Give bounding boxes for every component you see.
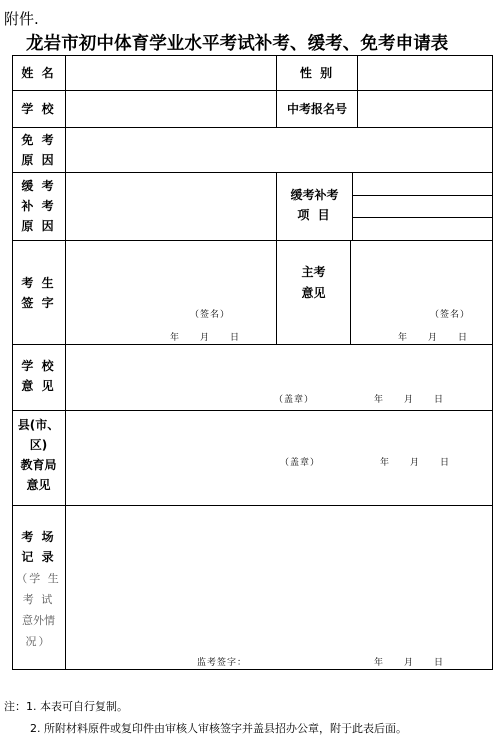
exempt-reason-label-line: 原 因 (21, 153, 56, 167)
defer-item-line (352, 195, 493, 196)
county-bureau-label-line: 县(市、 (17, 418, 60, 432)
county-bureau-label-line: 区) (29, 438, 48, 452)
defer-item-line (352, 217, 493, 218)
row-divider (12, 127, 493, 128)
exam-record-sub-line: （学 生 (16, 572, 61, 585)
exam-record-sub-line: 考 试 (22, 593, 55, 606)
county-bureau-label-line: 意见 (26, 478, 51, 492)
defer-items-label-line: 项 目 (297, 208, 332, 222)
row-divider (12, 90, 493, 91)
right-column-divider (357, 55, 358, 127)
table-border-bottom (12, 669, 493, 670)
student-sign-label-line: 签 字 (21, 296, 56, 310)
school-opinion-label-line: 意 见 (21, 379, 56, 393)
table-border-top (12, 55, 493, 56)
exam-record-label-line: 记 录 (21, 550, 56, 564)
student-sign-note: （签名） (190, 310, 231, 320)
row-divider (12, 344, 493, 345)
student-sign-label-line: 考 生 (21, 276, 56, 290)
row-divider (12, 505, 493, 506)
defer-reason-label-line: 缓 考 (21, 179, 56, 193)
examiner-sign-date: 年 月 日 (398, 333, 469, 343)
examiner-opinion-label-line: 主考 (301, 265, 326, 279)
exam-record-sub-line: 意外情 (22, 614, 55, 627)
row-divider (12, 172, 493, 173)
student-sign-date: 年 月 日 (170, 333, 241, 343)
attachment-label: 附件. (4, 10, 39, 28)
form-notes (4, 696, 407, 740)
school-opinion-date: 年 月 日 (374, 395, 445, 405)
label-column-divider (65, 55, 66, 670)
name-label: 姓 名 (21, 66, 56, 80)
exempt-reason-label-line: 免 考 (21, 133, 56, 147)
exam-record-label-line: 考 场 (21, 530, 56, 544)
proctor-sign-label: 监考签字： (197, 658, 248, 668)
county-opinion-date: 年 月 日 (380, 458, 451, 468)
defer-reason-label-line: 原 因 (21, 219, 56, 233)
county-seal-note: （盖章） (280, 458, 321, 468)
right-column-divider (350, 240, 351, 344)
school-label: 学 校 (21, 102, 56, 116)
application-form-table (12, 55, 493, 670)
note-1: 注：1. 本表可自行复制。 (4, 700, 128, 713)
exam-record-sub-line: 况） (25, 635, 52, 648)
county-bureau-label-line: 教育局 (20, 458, 57, 472)
defer-reason-label-line: 补 考 (21, 199, 56, 213)
table-border-right (492, 55, 493, 670)
row-divider (12, 240, 493, 241)
proctor-sign-date: 年 月 日 (374, 658, 445, 668)
school-seal-note: （盖章） (274, 395, 315, 405)
defer-items-label-line: 缓考补考 (290, 188, 339, 202)
school-opinion-label-line: 学 校 (21, 359, 56, 373)
form-title: 龙岩市初中体育学业水平考试补考、缓考、免考申请表 (26, 34, 449, 54)
gender-label: 性 别 (299, 66, 335, 80)
note-2: 2. 所附材料原件或复印件由审核人审核签字并盖县招办公章，附于此表后面。 (30, 722, 407, 735)
exam-number-label: 中考报名号 (286, 102, 347, 116)
examiner-sign-note: （签名） (430, 310, 471, 320)
row-divider (12, 410, 493, 411)
right-column-divider (352, 172, 353, 240)
examiner-opinion-label-line: 意见 (301, 286, 326, 300)
